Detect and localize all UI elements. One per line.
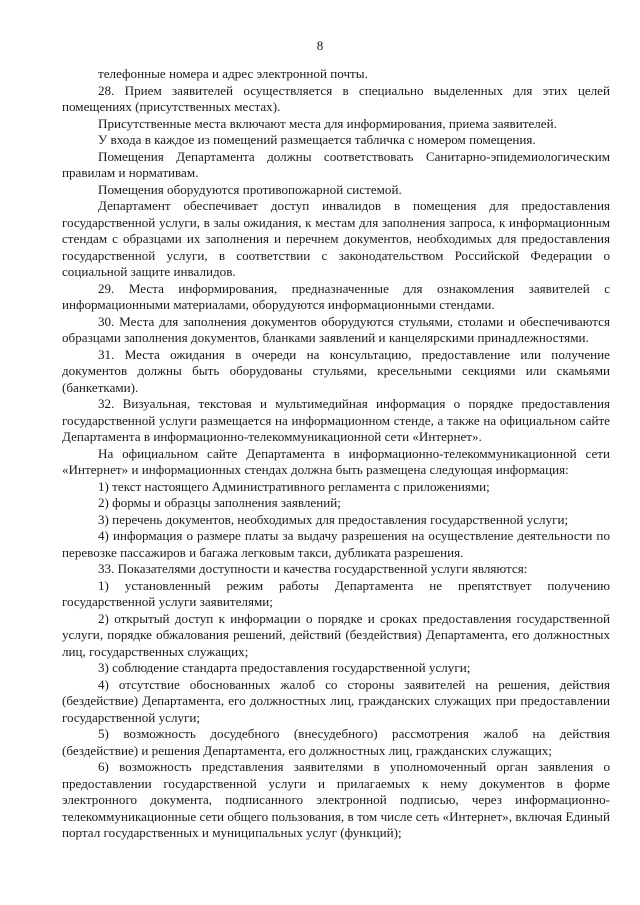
paragraph: 29. Места информирования, предназначенные для ознакомления заявителей с информационными материалами, оборудуются информационными стендами. (62, 280, 610, 312)
document-body (62, 66, 610, 842)
list-item: 5) возможность досудебного (внесудебного) рассмотрения жалоб на действия (бездействие) и решения Департамента, его должностных лиц, гражданских служащих; (62, 726, 610, 758)
paragraph: 33. Показателями доступности и качества государственной услуги являются: (98, 561, 528, 576)
paragraph: 30. Места для заполнения документов оборудуются стульями, столами и обеспечиваются образцами заполнения документов, бланками заявлений и канцелярскими принадлежностями. (62, 313, 610, 345)
list-item: 1) текст настоящего Административного регламента с приложениями; (98, 478, 490, 494)
page-number: 8 (316, 38, 324, 53)
paragraph: 32. Визуальная, текстовая и мультимедийная информация о порядке предоставления государственной услуги размещается на информационном стенде, а также на официальном сайте Департамента в информационно-телекоммуникационной сети «Интернет». (62, 396, 610, 444)
paragraph: 28. Прием заявителей осуществляется в специально выделенных для этих целей помещениях (присутственных местах). (62, 82, 610, 114)
paragraph: Департамент обеспечивает доступ инвалидов в помещения для предоставления государственной услуги, в залы ожидания, к местам для заполнения запроса, к информационным стендам с образцами их заполнения и перечнем документов, необходимых для предоставления государственной услуги, в соответствии с законодательством Российской Федерации о социальной защите инвалидов. (62, 198, 610, 279)
list-item: 6) возможность представления заявителями в уполномоченный орган заявления о предоставлении государственной услуги и прилагаемых к нему документов в форме электронного документа, подписанного электронной подписью, через информационно-телекоммуникационные сети общего пользования, в том числе сеть «Интернет», включая Единый портал государственных и муниципальных услуг (функций); (62, 759, 610, 840)
list-item: 4) информация о размере платы за выдачу разрешения на осуществление деятельности по перевозке пассажиров и багажа легковым такси, дубликата разрешения. (62, 528, 610, 560)
paragraph: У входа в каждое из помещений размещается табличка с номером помещения. (98, 132, 536, 147)
list-item: 1) установленный режим работы Департамента не препятствует получению государственной услуги заявителями; (62, 577, 610, 609)
list-item: 3) соблюдение стандарта предоставления государственной услуги; (98, 660, 471, 675)
list-item: 4) отсутствие обоснованных жалоб со стороны заявителей на решения, действия (бездействие) Департамента, его должностных лиц, гражданских служащих при предоставлении государственной услуги; (62, 676, 610, 725)
paragraph: Помещения оборудуются противопожарной системой. (98, 181, 402, 197)
list-item: 2) формы и образцы заполнения заявлений; (98, 495, 341, 510)
paragraph: Присутственные места включают места для информирования, приема заявителей. (98, 115, 557, 131)
paragraph: Помещения Департамента должны соответствовать Санитарно-эпидемиологическим правилам и нормативам. (62, 148, 610, 180)
list-item: 2) открытый доступ к информации о порядке и сроках предоставления государственной услуги, порядке обжалования решений, действий (бездействия) Департамента, его должностных лиц, государственных служащих; (62, 610, 610, 659)
paragraph: На официальном сайте Департамента в информационно-телекоммуникационной сети «Интернет» и информационных стендах должна быть размещена следующая информация: (62, 445, 610, 477)
paragraph: телефонные номера и адрес электронной почты. (98, 66, 368, 81)
paragraph: 31. Места ожидания в очереди на консультацию, предоставление или получение документов должны быть оборудованы стульями, кресельными секциями или скамьями (банкетками). (62, 346, 610, 395)
list-item: 3) перечень документов, необходимых для предоставления государственной услуги; (98, 511, 569, 527)
